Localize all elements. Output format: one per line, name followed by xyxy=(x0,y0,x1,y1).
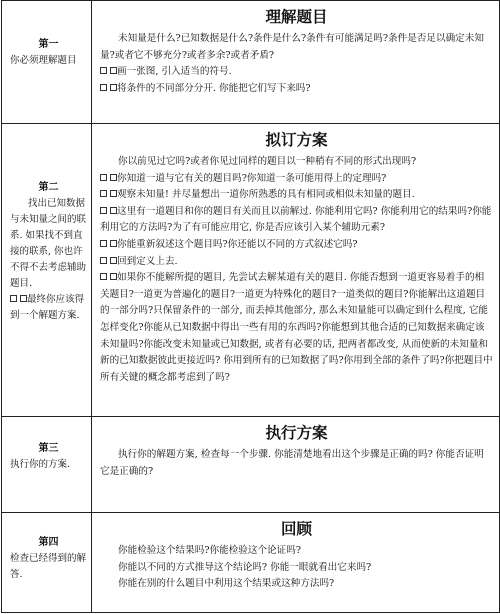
content-line: 回到定义上去. xyxy=(100,254,493,271)
content-line: 你能以不同的方式推导这个结论吗? 你能一眼就看出它来吗? xyxy=(118,561,372,573)
step-desc: 最终你应该得到一个解题方案. xyxy=(10,294,85,321)
content-line: 观察未知量! 并尽量想出一道你所熟悉的具有相同或相似未知量的题目. xyxy=(100,187,493,204)
checkbox-icon xyxy=(20,295,27,302)
content-line: 你能重新叙述这个题目吗?你还能以不同的方式叙述它吗? xyxy=(100,237,493,254)
checkbox-icon xyxy=(110,67,117,74)
table-row xyxy=(2,1,500,124)
checkbox-icon xyxy=(100,67,107,74)
checkbox-icon xyxy=(100,174,107,181)
content-line: 你以前见过它吗?或者你见过同样的题目以一种稍有不同的形式出现吗? xyxy=(118,156,417,167)
checkbox-icon xyxy=(100,240,107,247)
content-line: 未知量是什么?已知数据是什么?条件是什么?条件有可能满足吗?条件是否足以确定未知量?或者它不够充分?或者多余?或者矛盾? xyxy=(100,33,484,61)
content-line: 如果你不能解所提的题目, 先尝试去解某道有关的题目. 你能否想到一道更容易着手的相关题目?一道更为普遍化的题目?一道更为特殊化的题目?一道类似的题目?你能解出这道题目的一部分吗?只保留条件的一部分, 而丢掉其他部分, 那么未知量能可以确定到什么程度, 它能怎样变化?你能从已知数据中得出一些有用的东西吗?你能想到其他合适的已知数据来确定该未知量吗?你能改变未知量或已知数据, 或者有必要的话, 把两者都改变, 从而使新的未知量和新的已知数据彼此更接近吗? 你用到所有的已知数据了吗?你用到全部的条件了吗?你把题目中所有关键的概念都考虑到了吗? xyxy=(100,272,493,383)
step-cell xyxy=(2,124,92,417)
section-title: 拟订方案 xyxy=(265,131,328,149)
table-row xyxy=(2,417,500,513)
checkbox-icon xyxy=(110,174,117,181)
table-row xyxy=(2,124,500,417)
content-cell xyxy=(92,1,500,124)
step-cell xyxy=(2,1,92,124)
content-cell xyxy=(92,417,500,513)
content-line: 将条件的不同部分分开. 你能把它们写下来吗? xyxy=(100,81,493,98)
checkbox-icon xyxy=(100,207,107,214)
checkbox-icon xyxy=(110,240,117,247)
content-line: 画一张图, 引入适当的符号. xyxy=(100,64,493,81)
content-cell xyxy=(92,124,500,417)
checkbox-icon xyxy=(110,273,117,280)
step-desc: 你必须理解题目 xyxy=(10,55,77,66)
section-title: 执行方案 xyxy=(265,424,328,442)
step-desc: 找出已知数据与未知量之间的联系. 如果找不到直接的联系, 你也许不得不去考虑辅助题目. xyxy=(10,198,87,289)
section-title: 理解题目 xyxy=(265,8,328,26)
section-title: 回顾 xyxy=(280,520,312,538)
content-line: 执行你的解题方案, 检查每一个步骤. 你能清楚地看出这个步骤是正确的吗? 你能否证明它是正确的? xyxy=(100,449,484,477)
step-label: 第四 xyxy=(38,537,59,548)
step-cell xyxy=(2,513,92,613)
checkbox-icon xyxy=(100,84,107,91)
checkbox-icon xyxy=(110,190,117,197)
step-label: 第二 xyxy=(38,182,59,193)
checkbox-icon xyxy=(100,257,107,264)
content-line: 你能在别的什么题目中利用这个结果或这种方法吗? xyxy=(118,578,335,590)
content-line: 这里有一道题目和你的题目有关而且以前解过. 你能利用它吗? 你能利用它的结果吗?你能利用它的方法吗?为了有可能应用它, 你是否应该引入某个辅助元素? xyxy=(100,205,492,234)
step-desc: 检查已经得到的解答. xyxy=(10,553,87,580)
content-cell xyxy=(92,513,500,613)
checkbox-icon xyxy=(110,257,117,264)
checkbox-icon xyxy=(110,207,117,214)
table-row xyxy=(2,513,500,613)
solving-plan-table xyxy=(1,0,500,613)
content-line: 你知道一道与它有关的题目吗?你知道一条可能用得上的定理吗? xyxy=(100,171,493,188)
step-label: 第三 xyxy=(38,443,59,454)
checkbox-icon xyxy=(110,84,117,91)
checkbox-icon xyxy=(10,295,17,302)
content-line: 你能检验这个结果吗?你能检验这个论证吗? xyxy=(118,545,301,556)
checkbox-icon xyxy=(100,190,107,197)
step-desc: 执行你的方案. xyxy=(10,459,71,470)
step-cell xyxy=(2,417,92,513)
checkbox-icon xyxy=(100,273,107,280)
step-label: 第一 xyxy=(38,39,59,50)
